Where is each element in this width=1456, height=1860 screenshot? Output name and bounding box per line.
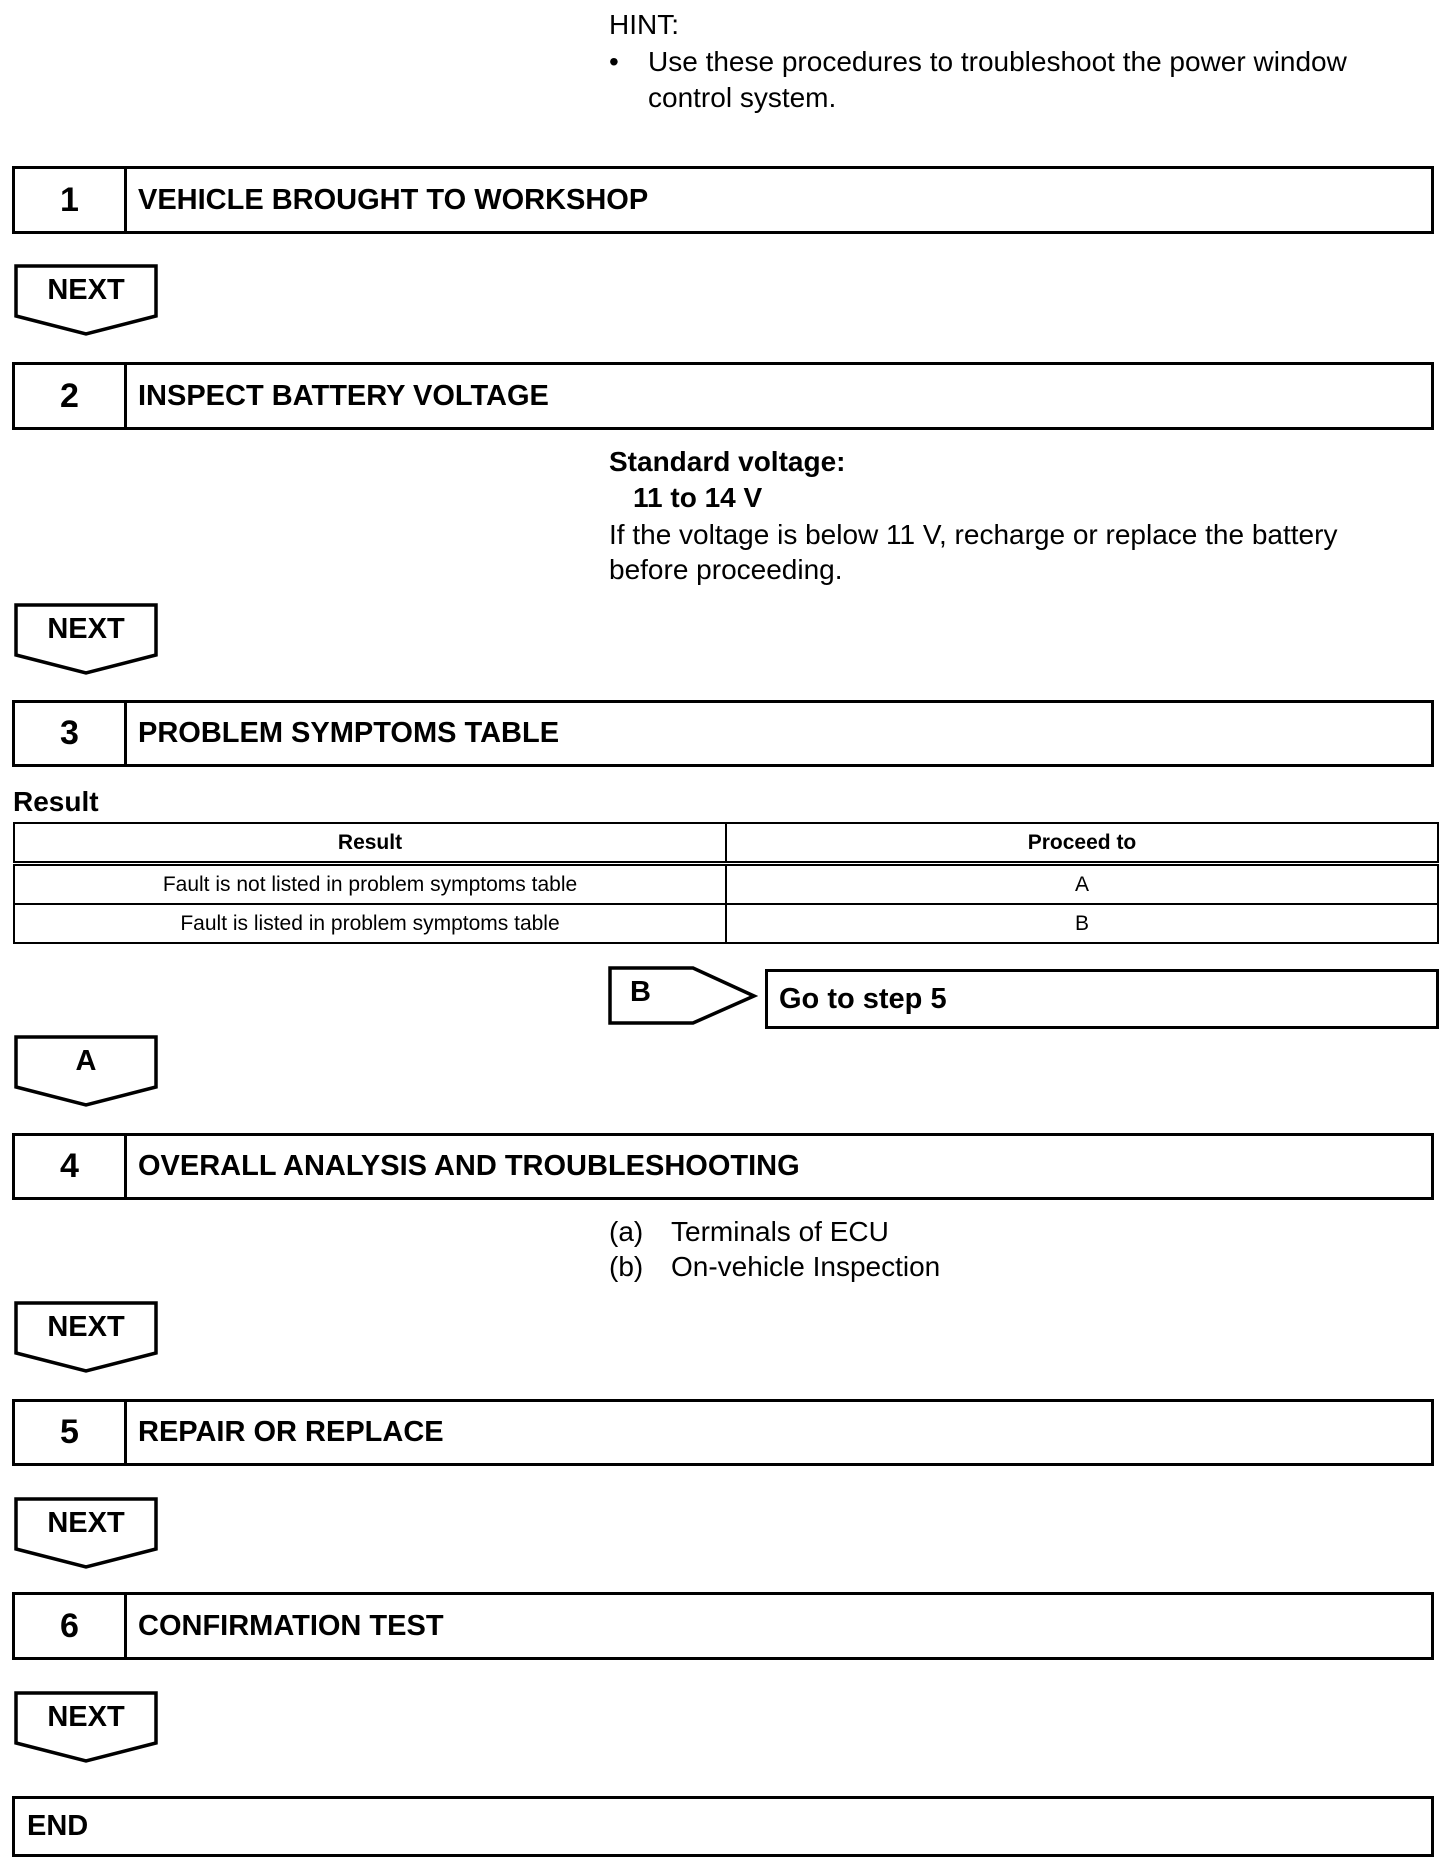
next-label: NEXT	[47, 1701, 125, 1733]
next-label: NEXT	[47, 274, 125, 306]
step-5	[12, 1399, 1434, 1466]
step-number: 6	[15, 1595, 127, 1657]
table-row	[14, 864, 1438, 905]
step-title: REPAIR OR REPLACE	[138, 1416, 444, 1448]
next-arrow	[14, 1301, 160, 1373]
next-arrow	[14, 264, 160, 336]
go-to-step-5-box	[765, 969, 1439, 1029]
item-a-marker: (a)	[609, 1216, 644, 1247]
item-b-text: On-vehicle Inspection	[671, 1251, 941, 1282]
step-number: 3	[15, 703, 127, 764]
step-title: VEHICLE BROUGHT TO WORKSHOP	[138, 183, 649, 216]
note-line-2: before proceeding.	[609, 554, 843, 585]
next-label: NEXT	[47, 613, 125, 645]
hint-text-2: control system.	[648, 82, 837, 113]
step-number: 1	[15, 169, 127, 231]
hint-label: HINT:	[609, 9, 679, 40]
item-b-marker: (b)	[609, 1251, 644, 1282]
step-number: 2	[15, 365, 127, 427]
step-3	[12, 700, 1434, 767]
step-title: OVERALL ANALYSIS AND TROUBLESHOOTING	[138, 1150, 800, 1182]
cell-result: Fault is not listed in problem symptoms table	[14, 864, 726, 905]
hint-text-1: Use these procedures to troubleshoot the power window	[648, 46, 1347, 77]
step-title: INSPECT BATTERY VOLTAGE	[138, 379, 549, 412]
step-4	[12, 1133, 1434, 1200]
branch-a-arrow	[14, 1035, 160, 1107]
header-proceed: Proceed to	[726, 823, 1438, 864]
result-table	[13, 822, 1439, 944]
step-title: PROBLEM SYMPTOMS TABLE	[138, 717, 560, 749]
header-result: Result	[14, 823, 726, 864]
next-arrow	[14, 1691, 160, 1763]
end-box	[12, 1796, 1434, 1857]
next-arrow	[14, 1497, 160, 1569]
cell-proceed: B	[726, 904, 1438, 943]
branch-a-label: A	[75, 1045, 97, 1077]
spec-value: 11 to 14 V	[633, 482, 763, 513]
next-label: NEXT	[47, 1311, 125, 1343]
item-a-text: Terminals of ECU	[671, 1216, 889, 1247]
next-label: NEXT	[47, 1507, 125, 1539]
end-label: END	[27, 1810, 89, 1842]
step-number: 4	[15, 1136, 127, 1197]
cell-result: Fault is listed in problem symptoms table	[14, 904, 726, 943]
cell-proceed: A	[726, 864, 1438, 905]
step-1	[12, 166, 1434, 234]
branch-b-arrow	[608, 966, 758, 1026]
note-line-1: If the voltage is below 11 V, recharge or replace the battery	[609, 519, 1338, 550]
spec-label: Standard voltage:	[609, 446, 846, 477]
branch-b-label: B	[630, 976, 651, 1008]
go-to-step-label: Go to step 5	[779, 982, 947, 1015]
step-title: CONFIRMATION TEST	[138, 1609, 444, 1642]
hint-bullet: •	[609, 46, 619, 77]
step-number: 5	[15, 1402, 127, 1463]
table-row	[14, 904, 1438, 943]
step-2	[12, 362, 1434, 430]
table-header-row	[14, 823, 1438, 864]
next-arrow	[14, 603, 160, 675]
result-label: Result	[13, 786, 99, 817]
step-6	[12, 1592, 1434, 1660]
